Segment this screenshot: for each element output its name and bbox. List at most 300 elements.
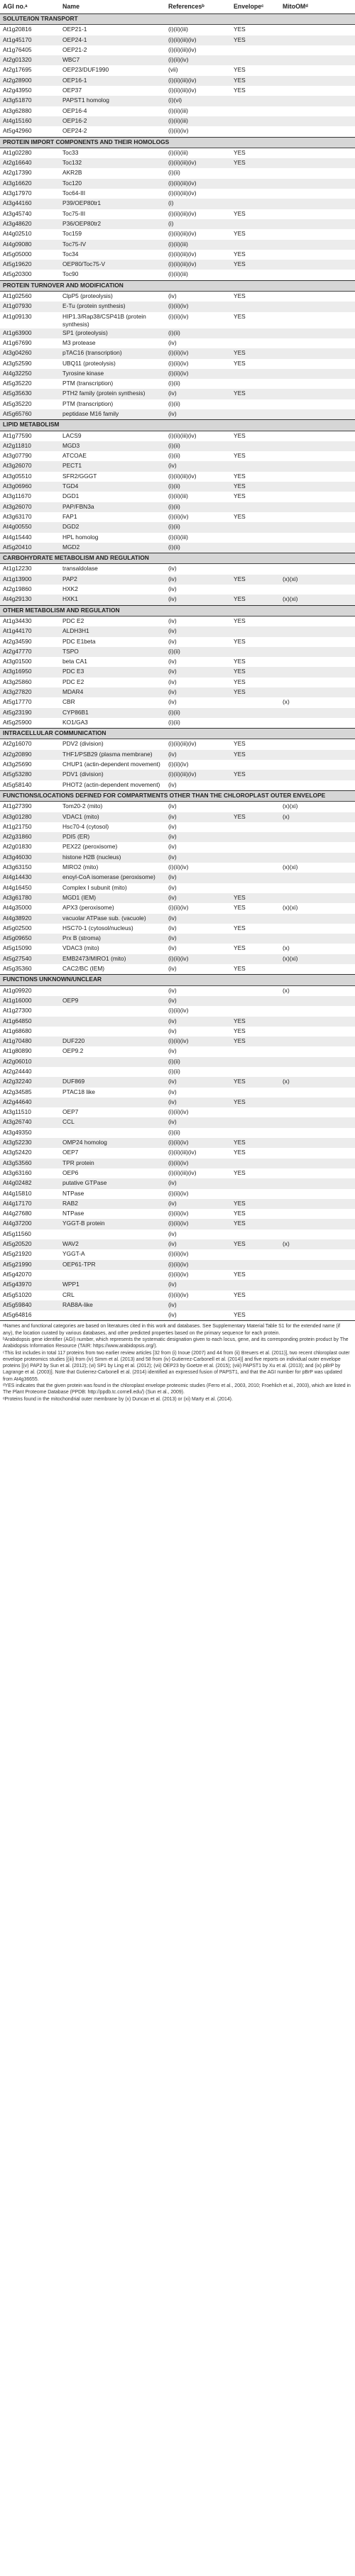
section-title: OTHER METABOLISM AND REGULATION bbox=[0, 605, 355, 616]
agi-cell: At5g23190 bbox=[0, 708, 60, 718]
name-cell: PDV1 (division) bbox=[60, 770, 165, 780]
agi-cell: At4g15440 bbox=[0, 533, 60, 543]
references-cell: (i)(ii) bbox=[165, 1067, 231, 1077]
table-row bbox=[0, 1117, 355, 1127]
table-row bbox=[0, 1239, 355, 1249]
table-row bbox=[0, 1017, 355, 1027]
name-cell bbox=[60, 1027, 165, 1037]
references-cell: (iv) bbox=[165, 1088, 231, 1098]
agi-cell: At1g02280 bbox=[0, 148, 60, 158]
references-cell: (i)(ii) bbox=[165, 543, 231, 553]
references-cell: (iv) bbox=[165, 292, 231, 302]
references-cell: (i)(ii)(iv) bbox=[165, 954, 231, 964]
agi-cell: At5g59840 bbox=[0, 1300, 60, 1310]
table-row bbox=[0, 76, 355, 86]
references-cell: (iv) bbox=[165, 1117, 231, 1127]
name-cell: PAP2 bbox=[60, 575, 165, 585]
mitoom-cell bbox=[280, 199, 355, 209]
envelope-cell: YES bbox=[231, 472, 280, 482]
name-cell: VDAC3 (mito) bbox=[60, 944, 165, 953]
mitoom-cell bbox=[280, 1159, 355, 1168]
references-cell: (iv) bbox=[165, 985, 231, 996]
mitoom-cell bbox=[280, 667, 355, 677]
agi-cell: At1g76405 bbox=[0, 45, 60, 55]
envelope-cell: YES bbox=[231, 667, 280, 677]
references-cell: (iv) bbox=[165, 1027, 231, 1037]
envelope-cell: YES bbox=[231, 739, 280, 750]
envelope-cell bbox=[231, 873, 280, 883]
envelope-cell: YES bbox=[231, 687, 280, 697]
name-cell: ClpP5 (proteolysis) bbox=[60, 292, 165, 302]
envelope-cell: YES bbox=[231, 431, 280, 441]
references-cell: (i)(ii) bbox=[165, 718, 231, 729]
section-title: FUNCTIONS UNKNOWN/UNCLEAR bbox=[0, 975, 355, 985]
envelope-cell bbox=[231, 168, 280, 178]
mitoom-cell bbox=[280, 678, 355, 687]
mitoom-cell bbox=[280, 964, 355, 975]
envelope-cell bbox=[231, 409, 280, 420]
name-cell: TPR protein bbox=[60, 1159, 165, 1168]
envelope-cell: YES bbox=[231, 812, 280, 822]
references-cell: (i)(ii)(iii)(iv) bbox=[165, 1168, 231, 1178]
name-cell: PAP/FBN3a bbox=[60, 502, 165, 512]
mitoom-cell bbox=[280, 522, 355, 532]
table-row bbox=[0, 1229, 355, 1239]
mitoom-cell bbox=[280, 1219, 355, 1229]
agi-cell: At4g09080 bbox=[0, 240, 60, 250]
agi-cell: At2g01320 bbox=[0, 55, 60, 65]
mitoom-cell: (x) bbox=[280, 1239, 355, 1249]
envelope-cell bbox=[231, 883, 280, 893]
references-cell: (iv) bbox=[165, 1239, 231, 1249]
name-cell: PDV2 (division) bbox=[60, 739, 165, 750]
name-cell bbox=[60, 1310, 165, 1321]
agi-cell: At3g01280 bbox=[0, 812, 60, 822]
name-cell: Toc120 bbox=[60, 179, 165, 189]
table-row bbox=[0, 1168, 355, 1178]
envelope-cell: YES bbox=[231, 678, 280, 687]
col-mitoom-header: MitoOMᵈ bbox=[280, 0, 355, 14]
envelope-cell bbox=[231, 1117, 280, 1127]
mitoom-cell bbox=[280, 626, 355, 636]
references-cell: (iv) bbox=[165, 842, 231, 852]
envelope-cell: YES bbox=[231, 1209, 280, 1219]
envelope-cell: YES bbox=[231, 158, 280, 168]
envelope-cell: YES bbox=[231, 750, 280, 760]
table-row bbox=[0, 533, 355, 543]
table-row bbox=[0, 853, 355, 863]
table-row bbox=[0, 461, 355, 471]
references-cell: (iv) bbox=[165, 750, 231, 760]
agi-cell: At5g35220 bbox=[0, 379, 60, 389]
agi-cell: At2g43950 bbox=[0, 86, 60, 96]
name-cell: LACS9 bbox=[60, 431, 165, 441]
table-row bbox=[0, 780, 355, 791]
envelope-cell bbox=[231, 697, 280, 707]
envelope-cell bbox=[231, 863, 280, 873]
name-cell: FAP1 bbox=[60, 512, 165, 522]
envelope-cell: YES bbox=[231, 86, 280, 96]
agi-cell: At5g21920 bbox=[0, 1249, 60, 1259]
mitoom-cell: (x) bbox=[280, 812, 355, 822]
name-cell: OEP9.2 bbox=[60, 1046, 165, 1056]
envelope-cell bbox=[231, 760, 280, 770]
mitoom-cell bbox=[280, 873, 355, 883]
mitoom-cell bbox=[280, 1168, 355, 1178]
name-cell: OEP24-2 bbox=[60, 126, 165, 137]
agi-cell: At3g51870 bbox=[0, 96, 60, 106]
mitoom-cell bbox=[280, 55, 355, 65]
agi-cell: At5g11560 bbox=[0, 1229, 60, 1239]
envelope-cell bbox=[231, 708, 280, 718]
name-cell: ATCOAE bbox=[60, 451, 165, 461]
references-cell: (iv) bbox=[165, 1280, 231, 1290]
agi-cell: At2g16070 bbox=[0, 739, 60, 750]
mitoom-cell bbox=[280, 168, 355, 178]
agi-cell: At4g14430 bbox=[0, 873, 60, 883]
table-row bbox=[0, 964, 355, 975]
references-cell: (i)(ii) bbox=[165, 1128, 231, 1138]
mitoom-cell bbox=[280, 126, 355, 137]
mitoom-cell bbox=[280, 533, 355, 543]
name-cell: PTH2 family (protein synthesis) bbox=[60, 389, 165, 399]
envelope-cell: YES bbox=[231, 903, 280, 913]
table-row bbox=[0, 472, 355, 482]
name-cell: Toc33 bbox=[60, 148, 165, 158]
references-cell: (i)(ii) bbox=[165, 482, 231, 492]
agi-cell: At3g11510 bbox=[0, 1107, 60, 1117]
envelope-cell bbox=[231, 1046, 280, 1056]
envelope-cell bbox=[231, 1088, 280, 1098]
agi-cell: At3g63150 bbox=[0, 863, 60, 873]
name-cell: enoyl-CoA isomerase (peroxisome) bbox=[60, 873, 165, 883]
table-row bbox=[0, 1178, 355, 1188]
table-row bbox=[0, 822, 355, 832]
mitoom-cell: (x) bbox=[280, 1077, 355, 1087]
mitoom-cell bbox=[280, 148, 355, 158]
table-row bbox=[0, 832, 355, 842]
references-cell: (i)(vi) bbox=[165, 96, 231, 106]
name-cell: RAB2 bbox=[60, 1199, 165, 1209]
envelope-cell bbox=[231, 1128, 280, 1138]
mitoom-cell: (x)(xi) bbox=[280, 903, 355, 913]
section-title: CARBOHYDRATE METABOLISM AND REGULATION bbox=[0, 553, 355, 564]
envelope-cell bbox=[231, 533, 280, 543]
envelope-cell bbox=[231, 240, 280, 250]
references-cell: (iv) bbox=[165, 944, 231, 953]
references-cell: (i)(ii)(iv) bbox=[165, 760, 231, 770]
table-row bbox=[0, 697, 355, 707]
references-cell: (i)(ii)(iii)(iv) bbox=[165, 229, 231, 239]
col-references-header: Referencesᵇ bbox=[165, 0, 231, 14]
name-cell: vacuolar ATPase sub. (vacuole) bbox=[60, 914, 165, 924]
mitoom-cell bbox=[280, 1199, 355, 1209]
table-row bbox=[0, 575, 355, 585]
references-cell: (i)(ii)(iii)(iv) bbox=[165, 189, 231, 199]
agi-cell: At5g51020 bbox=[0, 1290, 60, 1300]
table-row bbox=[0, 1098, 355, 1107]
references-cell: (iv) bbox=[165, 1310, 231, 1321]
name-cell bbox=[60, 1098, 165, 1107]
name-cell: HXK1 bbox=[60, 595, 165, 605]
envelope-cell: YES bbox=[231, 451, 280, 461]
agi-cell: At3g16620 bbox=[0, 179, 60, 189]
agi-cell: At4g02510 bbox=[0, 229, 60, 239]
mitoom-cell bbox=[280, 86, 355, 96]
agi-cell: At1g77590 bbox=[0, 431, 60, 441]
envelope-cell: YES bbox=[231, 616, 280, 626]
mitoom-cell bbox=[280, 1178, 355, 1188]
mitoom-cell bbox=[280, 441, 355, 451]
table-row bbox=[0, 1199, 355, 1209]
table-row bbox=[0, 750, 355, 760]
name-cell: OEP16-4 bbox=[60, 106, 165, 116]
name-cell: WPP1 bbox=[60, 1280, 165, 1290]
envelope-cell: YES bbox=[231, 1138, 280, 1148]
agi-cell: At5g20410 bbox=[0, 543, 60, 553]
mitoom-cell bbox=[280, 399, 355, 409]
col-agi-header: AGI no.ᵃ bbox=[0, 0, 60, 14]
name-cell: OEP37 bbox=[60, 86, 165, 96]
envelope-cell: YES bbox=[231, 512, 280, 522]
table-row bbox=[0, 996, 355, 1006]
name-cell: PDC E2 bbox=[60, 678, 165, 687]
envelope-cell: YES bbox=[231, 595, 280, 605]
agi-cell: At1g34430 bbox=[0, 616, 60, 626]
table-row bbox=[0, 543, 355, 553]
mitoom-cell bbox=[280, 687, 355, 697]
name-cell: PDI5 (ER) bbox=[60, 832, 165, 842]
table-row bbox=[0, 863, 355, 873]
name-cell bbox=[60, 1017, 165, 1027]
table-row bbox=[0, 626, 355, 636]
agi-cell: At5g64816 bbox=[0, 1310, 60, 1321]
references-cell: (iv) bbox=[165, 338, 231, 348]
envelope-cell: YES bbox=[231, 1290, 280, 1300]
table-row bbox=[0, 250, 355, 260]
agi-cell: At2g06010 bbox=[0, 1057, 60, 1067]
agi-cell: At2g34585 bbox=[0, 1088, 60, 1098]
references-cell: (i)(ii)(iii)(iv) bbox=[165, 250, 231, 260]
agi-cell: At5g17770 bbox=[0, 697, 60, 707]
agi-cell: At5g65760 bbox=[0, 409, 60, 420]
name-cell: putative GTPase bbox=[60, 1178, 165, 1188]
table-row bbox=[0, 1088, 355, 1098]
references-cell: (i)(ii)(iii) bbox=[165, 25, 231, 35]
agi-cell: At4g38920 bbox=[0, 914, 60, 924]
name-cell: Hsc70-4 (cytosol) bbox=[60, 822, 165, 832]
agi-cell: At4g00550 bbox=[0, 522, 60, 532]
agi-cell: At3g52420 bbox=[0, 1148, 60, 1158]
references-cell: (i)(ii)(iv) bbox=[165, 1189, 231, 1199]
agi-cell: At3g25860 bbox=[0, 678, 60, 687]
agi-cell: At5g20300 bbox=[0, 270, 60, 280]
agi-cell: At1g16000 bbox=[0, 996, 60, 1006]
table-row bbox=[0, 708, 355, 718]
references-cell: (iv) bbox=[165, 657, 231, 667]
mitoom-cell bbox=[280, 389, 355, 399]
agi-cell: At3g52230 bbox=[0, 1138, 60, 1148]
table-row bbox=[0, 1310, 355, 1321]
references-cell: (iv) bbox=[165, 1300, 231, 1310]
agi-cell: At3g06960 bbox=[0, 482, 60, 492]
references-cell: (i)(ii)(iii)(iv) bbox=[165, 179, 231, 189]
table-row bbox=[0, 1219, 355, 1229]
agi-cell: At3g26070 bbox=[0, 461, 60, 471]
references-cell: (i)(ii)(iv) bbox=[165, 312, 231, 328]
envelope-cell bbox=[231, 1178, 280, 1188]
section-title: PROTEIN IMPORT COMPONENTS AND THEIR HOMOLOGS bbox=[0, 137, 355, 148]
agi-cell: At5g19620 bbox=[0, 260, 60, 270]
mitoom-cell bbox=[280, 1249, 355, 1259]
envelope-cell: YES bbox=[231, 1148, 280, 1158]
envelope-cell bbox=[231, 189, 280, 199]
envelope-cell: YES bbox=[231, 65, 280, 75]
agi-cell: At3g01500 bbox=[0, 657, 60, 667]
envelope-cell bbox=[231, 1107, 280, 1117]
envelope-cell bbox=[231, 441, 280, 451]
envelope-cell bbox=[231, 1229, 280, 1239]
name-cell: OEP6 bbox=[60, 1168, 165, 1178]
references-cell: (i)(ii)(iv) bbox=[165, 863, 231, 873]
references-cell: (iv) bbox=[165, 1046, 231, 1056]
agi-cell: At5g42070 bbox=[0, 1270, 60, 1280]
references-cell: (i)(ii) bbox=[165, 441, 231, 451]
name-cell: DUF869 bbox=[60, 1077, 165, 1087]
table-row bbox=[0, 219, 355, 229]
agi-cell: At5g43970 bbox=[0, 1280, 60, 1290]
name-cell: SFR2/GGGT bbox=[60, 472, 165, 482]
references-cell: (i)(ii) bbox=[165, 1057, 231, 1067]
references-cell: (i)(ii)(iii) bbox=[165, 106, 231, 116]
agi-cell: At3g07790 bbox=[0, 451, 60, 461]
table-row bbox=[0, 482, 355, 492]
agi-cell: At3g26740 bbox=[0, 1117, 60, 1127]
envelope-cell bbox=[231, 564, 280, 575]
envelope-cell: YES bbox=[231, 1270, 280, 1280]
envelope-cell: YES bbox=[231, 492, 280, 502]
mitoom-cell bbox=[280, 379, 355, 389]
agi-cell: At4g15810 bbox=[0, 1189, 60, 1199]
mitoom-cell bbox=[280, 1017, 355, 1027]
references-cell: (i)(ii)(iii)(iv) bbox=[165, 1148, 231, 1158]
mitoom-cell bbox=[280, 1300, 355, 1310]
references-cell: (i)(ii)(iv) bbox=[165, 1219, 231, 1229]
agi-cell: At2g28900 bbox=[0, 76, 60, 86]
mitoom-cell bbox=[280, 718, 355, 729]
name-cell: PECT1 bbox=[60, 461, 165, 471]
envelope-cell: YES bbox=[231, 944, 280, 953]
table-row bbox=[0, 564, 355, 575]
section-header bbox=[0, 137, 355, 148]
agi-cell: At2g11810 bbox=[0, 441, 60, 451]
agi-cell: At3g63170 bbox=[0, 512, 60, 522]
table-row bbox=[0, 1290, 355, 1300]
references-cell: (i)(ii)(iv) bbox=[165, 1290, 231, 1300]
mitoom-cell bbox=[280, 409, 355, 420]
envelope-cell: YES bbox=[231, 25, 280, 35]
table-row bbox=[0, 770, 355, 780]
mitoom-cell bbox=[280, 270, 355, 280]
agi-cell: At1g70480 bbox=[0, 1037, 60, 1046]
mitoom-cell bbox=[280, 328, 355, 338]
mitoom-cell bbox=[280, 1037, 355, 1046]
table-row bbox=[0, 168, 355, 178]
references-cell: (i)(ii)(iv) bbox=[165, 1260, 231, 1270]
mitoom-cell bbox=[280, 189, 355, 199]
envelope-cell: YES bbox=[231, 1168, 280, 1178]
name-cell: OEP16-1 bbox=[60, 76, 165, 86]
envelope-cell: YES bbox=[231, 482, 280, 492]
envelope-cell: YES bbox=[231, 637, 280, 647]
envelope-cell: YES bbox=[231, 1199, 280, 1209]
mitoom-cell bbox=[280, 1270, 355, 1280]
name-cell: CAC2/BC (IEM) bbox=[60, 964, 165, 975]
name-cell: UBQ11 (proteolysis) bbox=[60, 359, 165, 369]
table-row bbox=[0, 65, 355, 75]
name-cell: PDC E1beta bbox=[60, 637, 165, 647]
agi-cell: At1g12230 bbox=[0, 564, 60, 575]
references-cell: (i)(ii)(iv) bbox=[165, 126, 231, 137]
references-cell: (i)(ii) bbox=[165, 328, 231, 338]
agi-cell: At2g32240 bbox=[0, 1077, 60, 1087]
references-cell: (iv) bbox=[165, 1017, 231, 1027]
agi-cell: At2g47770 bbox=[0, 647, 60, 657]
mitoom-cell bbox=[280, 924, 355, 934]
table-row bbox=[0, 637, 355, 647]
table-row bbox=[0, 914, 355, 924]
references-cell: (i)(ii)(iii) bbox=[165, 116, 231, 126]
references-cell: (iv) bbox=[165, 1178, 231, 1188]
envelope-cell bbox=[231, 626, 280, 636]
references-cell: (i)(ii) bbox=[165, 522, 231, 532]
name-cell: PTM (transcription) bbox=[60, 379, 165, 389]
agi-cell: At1g80890 bbox=[0, 1046, 60, 1056]
table-row bbox=[0, 1077, 355, 1087]
footnote: ᵇArabidopsis gene identifier (AGI) number, which represents the systematic designation given to each locus, gene, and its corresponding protein product by The Arabidopsis Information Resource (TAIR: https://www.arabidopsis.org/). bbox=[3, 1337, 349, 1349]
table-row bbox=[0, 199, 355, 209]
references-cell: (i)(ii)(iii) bbox=[165, 533, 231, 543]
name-cell: MGD2 bbox=[60, 543, 165, 553]
mitoom-cell bbox=[280, 312, 355, 328]
envelope-cell: YES bbox=[231, 229, 280, 239]
envelope-cell bbox=[231, 718, 280, 729]
agi-cell: At4g16450 bbox=[0, 883, 60, 893]
section-title: FUNCTIONS/LOCATIONS DEFINED FOR COMPARTMENTS OTHER THAN THE CHLOROPLAST OUTER ENVELOPE bbox=[0, 790, 355, 801]
references-cell: (i)(ii)(iii)(iv) bbox=[165, 472, 231, 482]
agi-cell: At4g37200 bbox=[0, 1219, 60, 1229]
table-row bbox=[0, 1138, 355, 1148]
references-cell: (i)(ii)(iii) bbox=[165, 270, 231, 280]
table-row bbox=[0, 189, 355, 199]
envelope-cell bbox=[231, 219, 280, 229]
name-cell: YGGT-B protein bbox=[60, 1219, 165, 1229]
mitoom-cell bbox=[280, 158, 355, 168]
table-row bbox=[0, 893, 355, 903]
agi-cell: At1g44170 bbox=[0, 626, 60, 636]
mitoom-cell bbox=[280, 1128, 355, 1138]
envelope-cell bbox=[231, 45, 280, 55]
name-cell: P36/OEP80tr2 bbox=[60, 219, 165, 229]
table-row bbox=[0, 678, 355, 687]
table-row bbox=[0, 924, 355, 934]
table-row bbox=[0, 1280, 355, 1290]
references-cell: (iv) bbox=[165, 780, 231, 791]
envelope-cell: YES bbox=[231, 260, 280, 270]
mitoom-cell bbox=[280, 1189, 355, 1199]
table-row bbox=[0, 292, 355, 302]
agi-cell: At5g58140 bbox=[0, 780, 60, 791]
